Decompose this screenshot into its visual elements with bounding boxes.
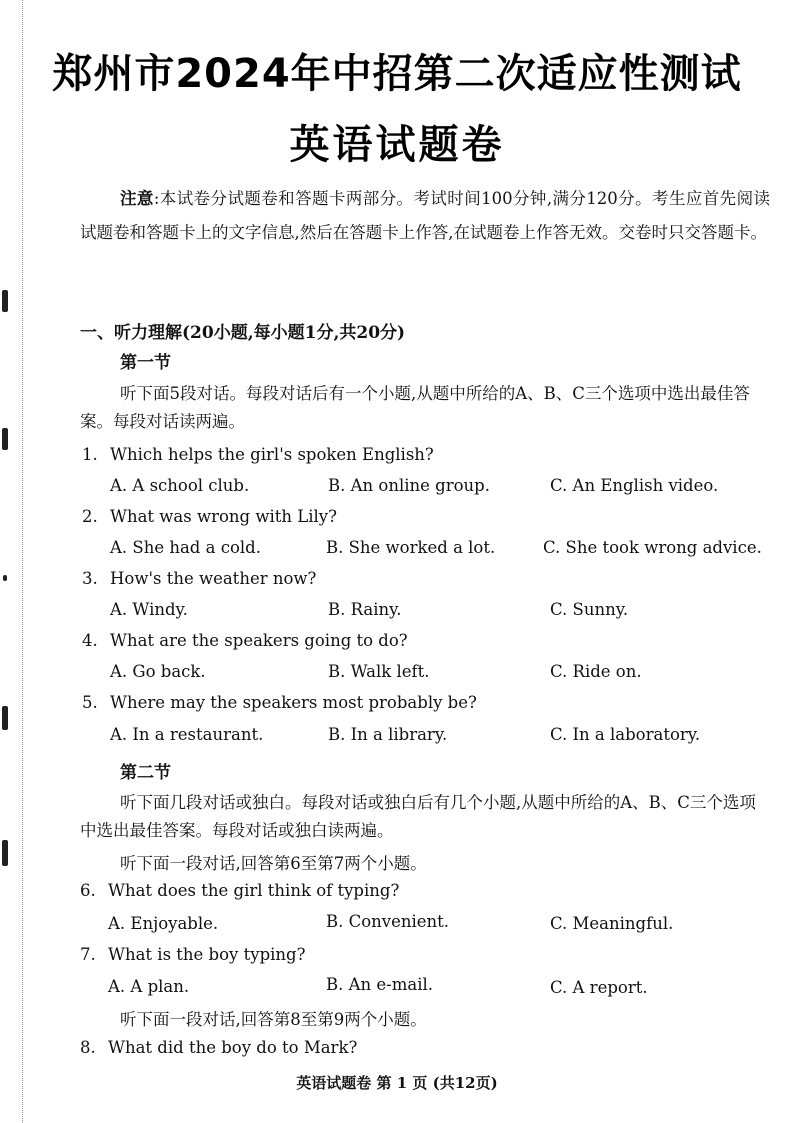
option-b: B. In a library. [328,725,448,744]
option-a: A. Enjoyable. [108,914,219,933]
question-text: What is the boy typing? [108,945,306,964]
option-a: A. In a restaurant. [110,725,264,744]
question-text: What did the boy do to Mark? [108,1038,358,1057]
question-number: 2. [82,507,98,526]
question-number: 6. [80,881,96,900]
exam-subtitle: 英语试题卷 [289,122,505,168]
option-c: C. In a laboratory. [550,725,701,744]
binding-mark [2,290,8,312]
question-text: What was wrong with Lily? [110,507,337,526]
option-c: C. Ride on. [550,662,642,681]
question-number: 4. [82,631,98,650]
section-heading-listening: 一、听力理解(20小题,每小题1分,共20分) [80,323,406,343]
question-number: 7. [80,945,96,964]
option-c: C. Sunny. [550,600,629,619]
notice-label: 注意 [120,189,154,208]
binding-mark [2,840,8,866]
question-number: 8. [80,1038,96,1057]
part1-instructions: 听下面5段对话。每段对话后有一个小题,从题中所给的A、B、C三个选项中选出最佳答案。每段对话读两遍。 [80,384,750,431]
option-b: B. Walk left. [328,662,430,681]
part2-instructions: 听下面几段对话或独白。每段对话或独白后有几个小题,从题中所给的A、B、C三个选项中选出最佳答案。每段对话或独白读两遍。 [80,793,756,840]
option-c: C. She took wrong advice. [543,538,762,557]
question-text: Where may the speakers most probably be? [110,693,477,712]
group-intro: 听下面一段对话,回答第6至第7两个小题。 [120,854,427,873]
option-b: B. She worked a lot. [326,538,496,557]
question-number: 1. [82,445,98,464]
group-intro: 听下面一段对话,回答第8至第9两个小题。 [120,1010,427,1029]
binding-mark [2,706,8,730]
page-footer: 英语试题卷 第 1 页 (共12页) [296,1074,498,1092]
question-number: 5. [82,693,98,712]
option-a: A. Windy. [110,600,188,619]
notice-text: :本试卷分试题卷和答题卡两部分。考试时间100分钟,满分120分。考生应首先阅读试题卷和答题卡上的文字信息,然后在答题卡上作答,在试题卷上作答无效。交卷时只交答题卡。 [80,189,771,242]
option-a: A. A school club. [110,476,250,495]
option-c: C. A report. [550,978,648,997]
option-c: C. Meaningful. [550,914,674,933]
part2-heading: 第二节 [120,763,171,783]
binding-mark [2,428,8,450]
question-text: What does the girl think of typing? [108,881,400,900]
option-a: A. A plan. [108,977,190,996]
exam-title: 郑州市2024年中招第二次适应性测试 [52,51,742,97]
binding-mark [3,575,7,581]
option-a: A. She had a cold. [110,538,261,557]
question-number: 3. [82,569,98,588]
question-text: What are the speakers going to do? [110,631,408,650]
option-b: B. An e-mail. [326,975,434,994]
question-text: Which helps the girl's spoken English? [110,445,434,464]
option-b: B. Rainy. [328,600,402,619]
option-c: C. An English video. [550,476,719,495]
option-b: B. Convenient. [326,912,450,931]
notice-paragraph [80,182,770,250]
option-b: B. An online group. [328,476,490,495]
option-a: A. Go back. [110,662,206,681]
part1-heading: 第一节 [120,353,171,373]
question-text: How's the weather now? [110,569,317,588]
